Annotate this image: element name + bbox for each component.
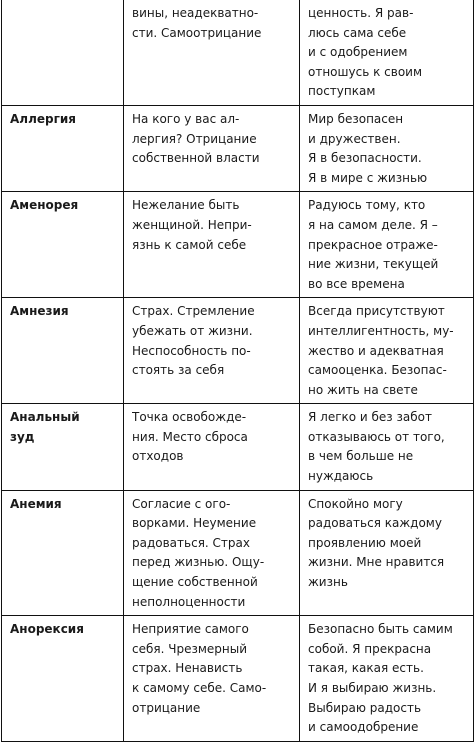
affirmation-text-line: проявлению моей	[308, 535, 422, 550]
table-row	[2, 404, 474, 490]
affirmation-text-line: жество и адекватная	[308, 343, 444, 358]
cause-text-line: Страх. Стремление	[132, 304, 255, 319]
affirmation-cell	[300, 298, 474, 404]
affirmation-text-line: Я легко и без забот	[308, 410, 432, 425]
cause-text-line: убежать от жизни.	[132, 323, 253, 338]
cause-text-line: язнь к самой себе	[132, 237, 247, 252]
affirmation-text-line: жизни. Мне нравится	[308, 555, 445, 570]
affirmation-cell	[300, 192, 474, 298]
cause-cell	[124, 192, 300, 298]
affirmation-text-line: Спокойно могу	[308, 496, 403, 511]
term-cell	[2, 105, 124, 191]
term-text-line: зуд	[10, 429, 35, 444]
cause-text-line: отходов	[132, 449, 184, 464]
affirmation-text-line: и дружествен.	[308, 131, 401, 146]
affirmation-cell	[300, 404, 474, 490]
cause-text-line: ворками. Неумение	[132, 516, 257, 531]
affirmation-text-line: нуждаюсь	[308, 469, 374, 484]
cause-text-line: собственной власти	[132, 151, 260, 166]
affirmation-text-line: прекрасное отраже-	[308, 237, 438, 252]
cause-text-line: Согласие с ого-	[132, 496, 231, 511]
affirmation-text-line: во все времена	[308, 276, 405, 291]
cause-cell	[124, 298, 300, 404]
cause-text-line: Точка освобожде-	[132, 410, 247, 425]
affirmation-text-line: Я в мире с жизнью	[308, 170, 428, 185]
cause-text-line: На кого у вас ал-	[132, 111, 240, 126]
affirmation-text-line: Выбираю радость	[308, 700, 422, 715]
term-text-line: Анальный	[10, 410, 80, 425]
term-cell	[2, 616, 124, 742]
table-row	[2, 0, 474, 105]
cause-text-line: вины, неадекватно-	[132, 6, 259, 20]
affirmation-text-line: отношусь к своим	[308, 64, 423, 79]
term-cell	[2, 298, 124, 404]
affirmation-text-line: и с одобрением	[308, 45, 408, 60]
table-row	[2, 105, 474, 191]
cause-cell	[124, 490, 300, 616]
cause-text-line: отрицание	[132, 700, 201, 715]
affirmation-text-line: поступкам	[308, 84, 376, 99]
affirmation-text-line: в чем больше не	[308, 449, 414, 464]
affirmation-text-line: но жить на свете	[308, 382, 418, 397]
cause-text-line: лергия? Отрицание	[132, 131, 257, 146]
table-row	[2, 298, 474, 404]
term-text-line: Анорексия	[10, 622, 84, 637]
affirmation-text-line: люсь сама себе	[308, 25, 407, 40]
cause-text-line: неполноценности	[132, 594, 246, 609]
affirmation-text-line: Я в безопасности.	[308, 151, 422, 166]
cause-text-line: перед жизнью. Ощу-	[132, 555, 265, 570]
affirmation-text-line: я на самом деле. Я –	[308, 217, 438, 232]
affirmation-text-line: радоваться каждому	[308, 516, 442, 531]
table-row	[2, 616, 474, 742]
affirmation-text-line: отказываюсь от того,	[308, 429, 445, 444]
affirmation-text-line: самооценка. Безопас-	[308, 363, 447, 378]
term-text-line: Аллергия	[10, 111, 76, 126]
affirmation-text-line: Радуюсь тому, кто	[308, 198, 426, 213]
affirmation-text-line: собой. Я прекрасна	[308, 641, 432, 656]
affirmation-cell	[300, 0, 474, 105]
cause-cell	[124, 404, 300, 490]
cause-text-line: Неспособность по-	[132, 343, 251, 358]
cause-text-line: к самому себе. Само-	[132, 681, 267, 695]
cause-text-line: Неприятие самого	[132, 622, 249, 637]
cause-text-line: женщиной. Непри-	[132, 217, 252, 232]
affirmation-text-line: и самоодобрение	[308, 720, 419, 735]
affirmation-cell	[300, 616, 474, 742]
affirmation-text-line: Мир безопасен	[308, 111, 404, 126]
affirmation-text-line: интеллигентность, му-	[308, 323, 454, 338]
affirmation-text-line: такая, какая есть.	[308, 661, 424, 676]
term-text-line: Аменорея	[10, 198, 79, 213]
cause-cell	[124, 105, 300, 191]
term-cell	[2, 192, 124, 298]
affirmation-text-line: ценность. Я рав-	[308, 6, 414, 20]
affirmation-text-line: ние жизни, текущей	[308, 257, 439, 272]
term-text-line: Амнезия	[10, 304, 69, 319]
term-cell	[2, 0, 124, 105]
cause-text-line: радоваться. Страх	[132, 535, 250, 550]
cause-text-line: стоять за себя	[132, 363, 225, 378]
cause-text-line: себя. Чрезмерный	[132, 641, 248, 656]
cause-text-line: сти. Самоотрицание	[132, 25, 262, 40]
affirmation-text-line: жизнь	[308, 575, 348, 590]
symptom-table	[1, 0, 474, 742]
affirmation-text-line: Безопасно быть самим	[308, 622, 453, 637]
cause-text-line: Нежелание быть	[132, 198, 240, 213]
cause-text-line: страх. Ненависть	[132, 661, 243, 676]
cause-text-line: ния. Место сброса	[132, 429, 248, 444]
cause-text-line: щение собственной	[132, 575, 258, 590]
term-cell	[2, 404, 124, 490]
affirmation-cell	[300, 490, 474, 616]
table-row	[2, 192, 474, 298]
affirmation-text-line: Всегда присутствуют	[308, 304, 445, 319]
cause-cell	[124, 616, 300, 742]
table-row	[2, 490, 474, 616]
term-cell	[2, 490, 124, 616]
affirmation-cell	[300, 105, 474, 191]
term-text-line: Анемия	[10, 496, 62, 511]
affirmation-text-line: И я выбираю жизнь.	[308, 681, 437, 695]
table-body	[2, 0, 474, 741]
cause-cell	[124, 0, 300, 105]
